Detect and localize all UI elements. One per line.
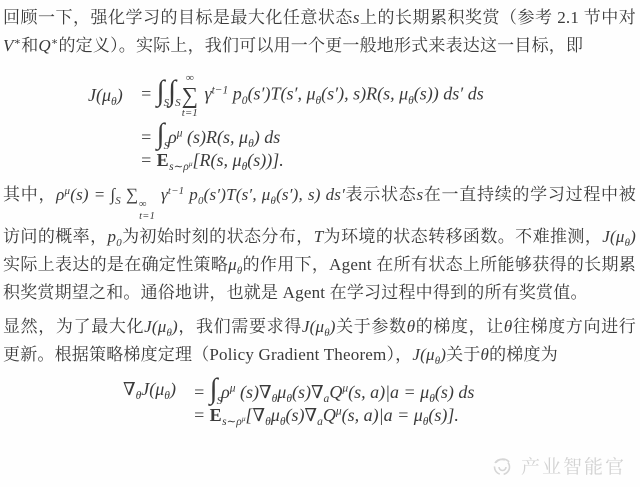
equation-rhs: = $\int_S\int_S$ ∞ ∑ t=1 $\gamma^{t-1}$ $p_0(s')T(s'$, $\mu_\theta(s')$, s)R(s, $\mu_\theta(s)$) ds′ ds xyxy=(140,72,484,120)
equation-rhs: = $E_{s\sim\rho^\mu}[\nabla_\theta\mu_\theta(s)\nabla_aQ^\mu(s$, $a)|a = \mu_\theta(s)$]. xyxy=(193,405,459,429)
equation-lhs: $\nabla_\theta J(\mu_\theta)$ xyxy=(123,379,176,403)
equation-rhs: = $\int_S\rho^\mu$ $(s)\nabla_\theta\mu_\theta(s)\nabla_aQ^\mu(s$, $a)|a = \mu_\theta(s)$ ds xyxy=(193,373,475,408)
paragraph-gradient-intro: 显然，为了最大化$J(\mu_\theta)$，我们需要求得$J(\mu_\theta)$关于参数θ的梯度，让θ往梯度方向进行更新。根据策略梯度定理（Policy Gradient Theorem），$J(\mu_\theta)$关于θ的梯度为 xyxy=(3,317,636,367)
equation-policy-gradient xyxy=(123,373,636,429)
equation-lhs: $J(\mu_\theta)$ xyxy=(88,85,123,109)
equation-line xyxy=(88,72,636,119)
paragraph-intro: 回顾一下，强化学习的目标是最大化任意状态s上的长期累积奖赏（参考 2.1 节中对V∗和Q∗的定义）。实际上，我们可以用一个更一般地形式来表达这一目标，即 xyxy=(3,8,636,55)
watermark xyxy=(490,452,626,479)
equation-objective-function xyxy=(88,72,636,174)
equation-line xyxy=(123,373,636,408)
swirl-globe-icon xyxy=(490,454,514,478)
equation-rhs: = $E_{s\sim\rho^\mu}[R(s$, $\mu_\theta(s)$)]. xyxy=(140,150,284,174)
paragraph-rho-explanation: 其中，$\rho^\mu(s) = \int_S$ ∑ ∞ t=1 $\gamma^{t-1}$ $p_0(s')T(s'$, $\mu_\theta(s')$, s) ds′表示状态s在一直持续的学习过程中被访问的概率，$p_0$为初始时刻的状态分布，T为环境的状态转移函数。不难推测，$J(\mu_\theta)$实际上表达的是在确定性策略$\mu_\theta$的作用下，Agent 在所有状态上所能够获得的长期累积奖赏期望之和。通俗地讲，也就是 Agent 在学习过程中得到的所有奖赏值。 xyxy=(3,185,637,303)
equation-line xyxy=(88,150,636,174)
equation-line xyxy=(88,118,636,153)
watermark-label: 产业智能官 xyxy=(520,457,626,478)
equation-line xyxy=(123,405,636,429)
equation-rhs: = $\int_S\rho^\mu$ (s)R(s, $\mu_\theta$) ds xyxy=(140,118,281,153)
